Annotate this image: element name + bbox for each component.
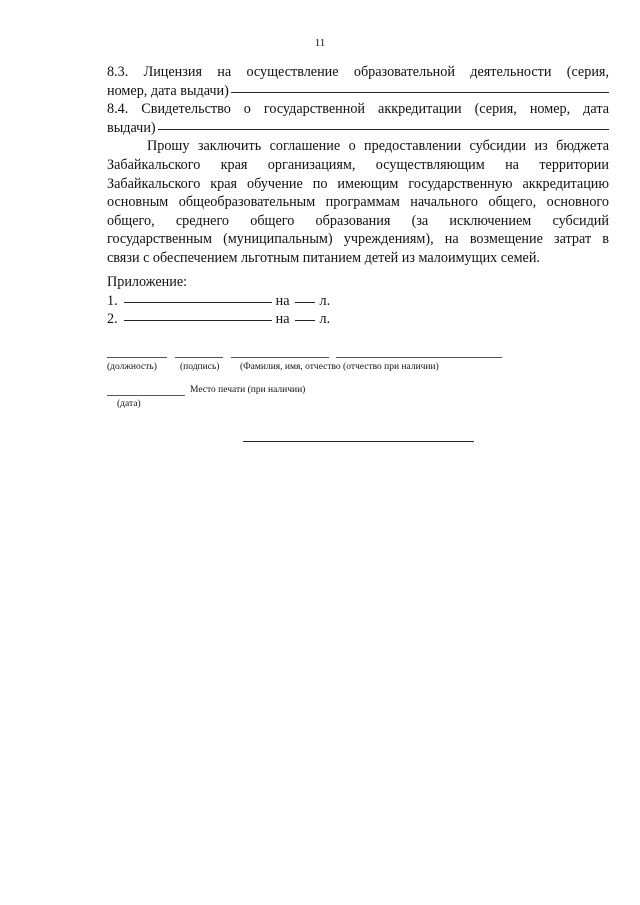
- signature-blank[interactable]: [175, 357, 223, 358]
- license-fill-line: [107, 82, 609, 101]
- attachment-on-label: на: [275, 311, 290, 328]
- page-number: 11: [314, 37, 326, 49]
- document-end-divider: [243, 441, 474, 442]
- request-line: общего, среднего общего образования (за исключением субсидий: [107, 212, 609, 229]
- attachment-item: [107, 292, 330, 311]
- attachment-number: 1.: [107, 292, 118, 309]
- request-line: Забайкальского края организациям, осуществляющим на территории: [107, 156, 609, 173]
- attachment-pages-blank[interactable]: [295, 302, 315, 303]
- date-blank[interactable]: [107, 395, 185, 396]
- stamp-label: Место печати (при наличии): [190, 385, 306, 395]
- form-body: [107, 63, 609, 268]
- attachment-pages-blank[interactable]: [295, 320, 315, 321]
- signature-label: (подпись): [180, 362, 220, 372]
- request-line: Прошу заключить соглашение о предоставлении субсидии из бюджета: [147, 138, 609, 155]
- accreditation-fill-line: [107, 119, 609, 138]
- attachment-unit-label: л.: [319, 311, 331, 328]
- name-blank-1[interactable]: [231, 357, 329, 358]
- attachment-on-label: на: [275, 292, 290, 309]
- request-paragraph: [107, 137, 609, 267]
- attachment-item: [107, 310, 330, 329]
- request-line: связи с обеспечением льготным питанием детей из малоимущих семей.: [107, 249, 540, 266]
- accreditation-blank[interactable]: [158, 129, 609, 130]
- license-line-1: 8.3. Лицензия на осуществление образовательной деятельности (серия,: [107, 64, 609, 80]
- attachments-section: [107, 273, 330, 329]
- request-line: Забайкальского края обучение по имеющим государственную аккредитацию: [107, 175, 609, 192]
- attachment-title-blank[interactable]: [124, 320, 272, 321]
- accreditation-line-1: 8.4. Свидетельство о государственной аккредитации (серия, номер, дата: [107, 101, 609, 118]
- name-label: (Фамилия, имя, отчество (отчество при наличии): [240, 362, 439, 372]
- name-blank-2[interactable]: [336, 357, 502, 358]
- accreditation-line-2: выдачи): [107, 119, 156, 136]
- position-blank[interactable]: [107, 357, 167, 358]
- request-line: государственным (муниципальным) учреждениям), на возмещение затрат в: [107, 231, 609, 248]
- request-line: основным общеобразовательным программам начального общего, основного: [107, 194, 609, 211]
- license-line-2: номер, дата выдачи): [107, 82, 229, 99]
- attachment-number: 2.: [107, 311, 118, 328]
- position-label: (должность): [107, 362, 157, 372]
- date-label: (дата): [117, 399, 141, 409]
- attachments-heading: Приложение:: [107, 274, 188, 290]
- license-blank[interactable]: [231, 92, 609, 93]
- attachment-unit-label: л.: [319, 292, 331, 309]
- attachment-title-blank[interactable]: [124, 302, 272, 303]
